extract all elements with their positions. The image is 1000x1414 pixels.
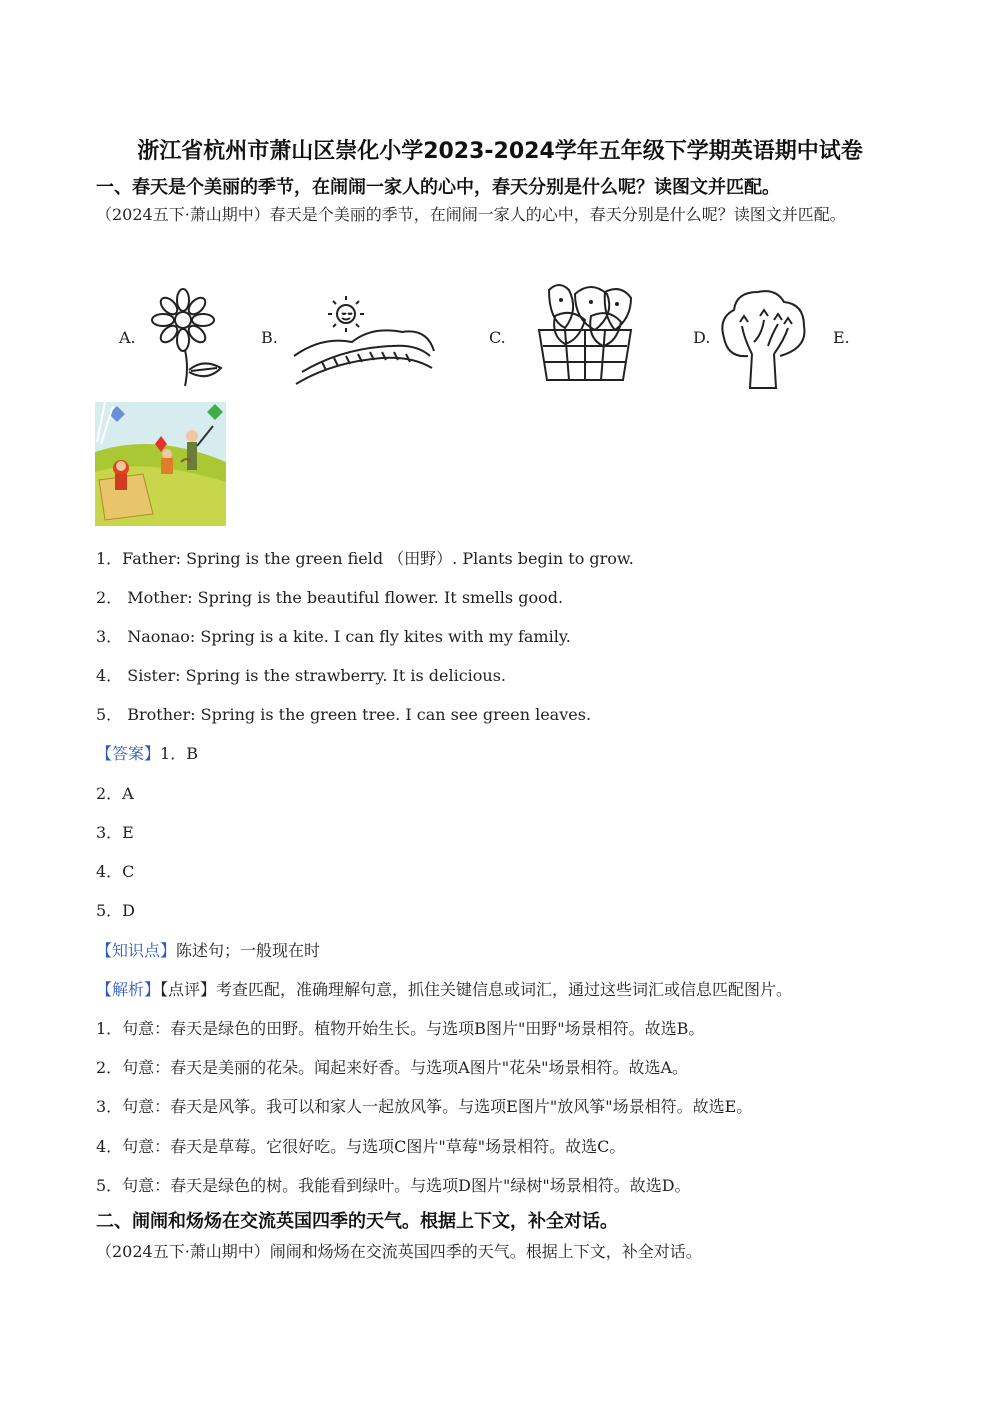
answer-3: 3．E bbox=[96, 823, 134, 842]
section1-intro: （2024五下·萧山期中）春天是个美丽的季节，在闹闹一家人的心中，春天分别是什么呢？读图文并匹配。 bbox=[96, 205, 846, 224]
explanation-1: 1．句意：春天是绿色的田野。植物开始生长。与选项B图片"田野"场景相符。故选B。 bbox=[96, 1019, 705, 1038]
option-a-label: A. bbox=[119, 328, 136, 347]
knowledge-row bbox=[96, 938, 320, 961]
explanation-4: 4．句意：春天是草莓。它很好吃。与选项C图片"草莓"场景相符。故选C。 bbox=[96, 1137, 626, 1156]
question-4: 4． Sister: Spring is the strawberry. It is delicious. bbox=[96, 666, 507, 685]
page-title: 浙江省杭州市萧山区崇化小学2023-2024学年五年级下学期英语期中试卷 bbox=[137, 139, 863, 164]
field-icon bbox=[292, 296, 437, 384]
kite-family-picture bbox=[95, 402, 226, 526]
question-3: 3． Naonao: Spring is a kite. I can fly kites with my family. bbox=[96, 627, 571, 646]
option-b-label: B. bbox=[261, 328, 278, 347]
answer-1: 1．B bbox=[160, 744, 198, 763]
knowledge-text: 陈述句；一般现在时 bbox=[176, 941, 321, 960]
question-1: 1．Father: Spring is the green field （田野）. Plants begin to grow. bbox=[96, 549, 634, 568]
option-e-label: E. bbox=[833, 328, 850, 347]
answer-row-1 bbox=[96, 741, 198, 764]
answer-label: 【答案】 bbox=[96, 744, 161, 763]
answer-5: 5．D bbox=[96, 901, 136, 920]
option-d-label: D. bbox=[693, 328, 711, 347]
explanation-5: 5．句意：春天是绿色的树。我能看到绿叶。与选项D图片"绿树"场景相符。故选D。 bbox=[96, 1176, 691, 1195]
section2-heading: 二、闹闹和炀炀在交流英国四季的天气。根据上下文，补全对话。 bbox=[96, 1211, 618, 1232]
flower-icon bbox=[145, 288, 230, 388]
section2-intro: （2024五下·萧山期中）闹闹和炀炀在交流英国四季的天气。根据上下文，补全对话。 bbox=[96, 1242, 702, 1261]
answer-4: 4．C bbox=[96, 862, 135, 881]
explanation-2: 2．句意：春天是美丽的花朵。闻起来好香。与选项A图片"花朵"场景相符。故选A。 bbox=[96, 1058, 689, 1077]
question-5: 5． Brother: Spring is the green tree. I can see green leaves. bbox=[96, 705, 592, 724]
knowledge-label: 【知识点】 bbox=[96, 941, 177, 960]
tree-icon bbox=[718, 286, 808, 390]
analysis-row bbox=[96, 977, 792, 1000]
explanation-3: 3．句意：春天是风筝。我可以和家人一起放风筝。与选项E图片"放风筝"场景相符。故选E。 bbox=[96, 1097, 753, 1116]
strawberry-basket-icon bbox=[535, 280, 635, 385]
analysis-label: 【解析】 bbox=[96, 980, 161, 999]
section1-heading: 一、春天是个美丽的季节，在闹闹一家人的心中，春天分别是什么呢？读图文并匹配。 bbox=[96, 177, 780, 198]
analysis-text: 【点评】考查匹配，准确理解句意，抓住关键信息或词汇，通过这些词汇或信息匹配图片。 bbox=[160, 980, 793, 999]
answer-2: 2．A bbox=[96, 784, 134, 803]
question-2: 2． Mother: Spring is the beautiful flower. It smells good. bbox=[96, 588, 564, 607]
option-c-label: C. bbox=[489, 328, 506, 347]
